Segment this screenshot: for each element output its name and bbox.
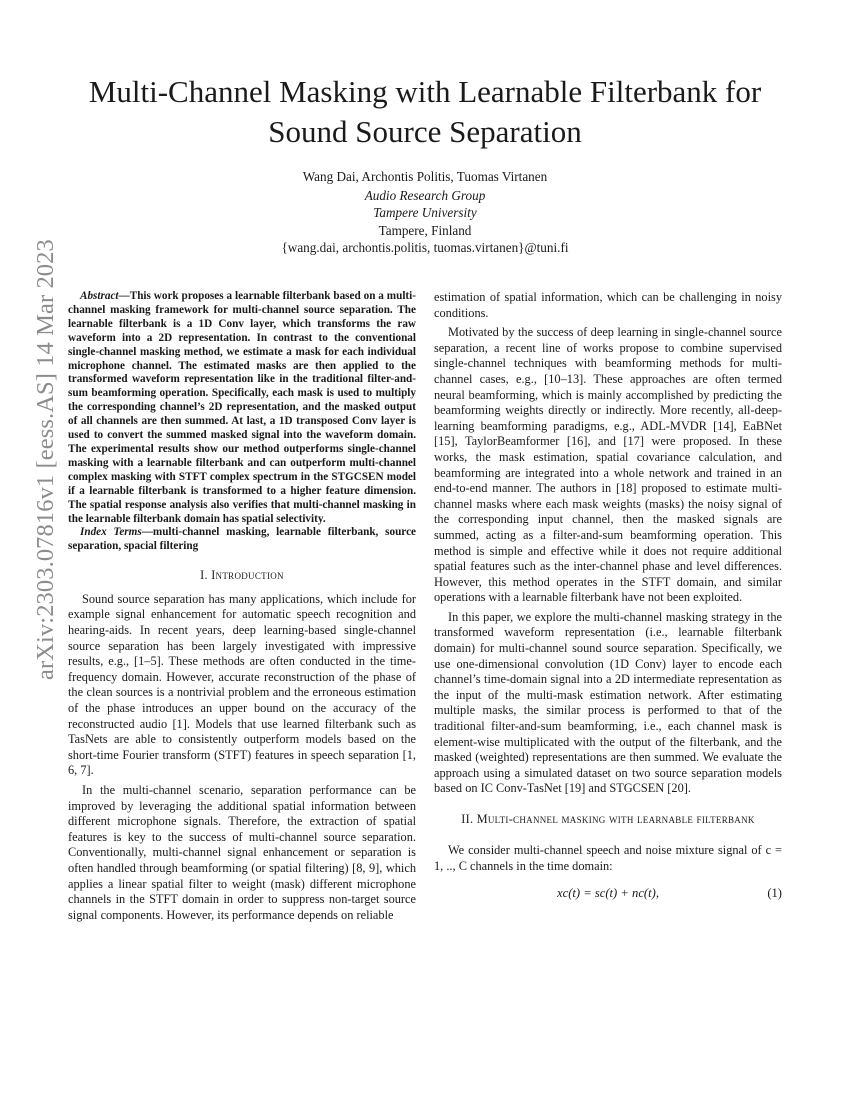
section-heading-introduction: I. Introduction <box>200 568 284 583</box>
intro-paragraph-4: In this paper, we explore the multi-channel masking strategy in the transformed waveform representation (i.e., learnable filterbank domain) for multi-channel sound source separation. Specifically, we use one-dimensional convolution (1D Conv) layer to encode each channel’s time-domain signal into a 2D intermediate representation as the input of the multi-mask estimation network. After estimating multiple masks, the similar process is performed to that of the traditional filter-and-sum beamforming, i.e., each channel mask is element-wise multiplicated with the output of the filterbank, and the masked (weighted) representations are then summed. We evaluate the approach using a simulated dataset on two source separation models based on IC Conv-TasNet [19] and STGCSEN [20]. <box>434 609 782 796</box>
index-terms <box>68 526 416 554</box>
intro-paragraph-3: Motivated by the success of deep learning in single-channel source separation, a recent line of works propose to combine supervised single-channel techniques with beamforming methods for multi-channel cases, e.g., [10–13]. These approaches are often termed neural beamforming, which is mainly accomplished by predicting the beamforming weights directly or indirectly. More recently, all-deep-learning beamforming paradigms, e.g., ADL-MVDR [14], EaBNet [15], TaylorBeamformer [16], and [17] were proposed. In these works, the mask estimation, spatial covariance calculation, and beamforming are integrated into a whole network and trained in an end-to-end manner. The authors in [18] proposed to estimate multi-channel masks where each mask weights (masks) the noisy signal of the corresponding input channel, then the masked signals are summed, acting as a filter-and-sum beamforming operation. This method is simple and effective while it does not require additional spatial features such as the inter-channel phase and level differences. However, this method operates in the STFT domain, and similar operations with a learnable filterbank have not been exploited. <box>434 325 782 605</box>
index-terms-text: —multi-channel masking, learnable filterbank, source separation, spacial filtering <box>68 526 416 553</box>
abstract-label: Abstract <box>80 290 119 302</box>
abstract <box>68 290 416 526</box>
index-terms-label: Index Terms <box>80 526 142 539</box>
equation-1 <box>434 886 782 908</box>
equation-1-body: xc(t) = sc(t) + nc(t), <box>557 886 659 901</box>
author-names: Wang Dai, Archontis Politis, Tuomas Virtanen <box>302 169 548 184</box>
section-heading-method: II. Multi-channel masking with learnable filterbank <box>461 812 755 826</box>
method-paragraph-1: We consider multi-channel speech and noise mixture signal of c = 1, .., C channels in the time domain: <box>434 843 782 873</box>
abstract-text: —This work proposes a learnable filterbank based on a multi-channel masking framework for multi-channel source separation. The learnable filterbank is a 1D Conv layer, which transforms the raw waveform into a 2D representation. In contrast to the conventional single-channel masking method, we estimate a mask for each individual microphone channel. The estimated masks are then applied to the transformed waveform representation like in the traditional filter-and-sum beamforming operation. Specifically, each mask is used to multiply the corresponding channel’s 2D representation, and the masked output of all channels are then summed. At last, a 1D transposed Conv layer is used to convert the summed masked signal into the waveform domain. The experimental results show our method outperforms single-channel masking with a learnable filterbank and can outperform multi-channel complex masking with STFT complex spectrum in the STGCSEN model if a learnable filterbank is transformed to a higher feature dimension. The spatial response analysis also verifies that multi-channel masking in the learnable filterbank domain has spatial selectivity. <box>68 290 416 525</box>
left-column <box>68 290 416 927</box>
paper-title: Multi-Channel Masking with Learnable Filterbank for Sound Source Separation <box>88 74 762 149</box>
intro-paragraph-2-continued: estimation of spatial information, which can be challenging in noisy conditions. <box>434 290 782 320</box>
arxiv-stamp <box>4 239 62 685</box>
intro-paragraph-2: In the multi-channel scenario, separation performance can be improved by leveraging the additional spatial information between different microphone signals. Therefore, the extraction of spatial features is key to the success of multi-channel source separation. Conventionally, multi-channel signal enhancement or separation is often handled through beamforming (or spatial filtering) [8, 9], which applies a linear spatial filter to weight (mask) different microphone channels in the STFT domain in order to suppress non-target source signal components. However, its performance depends on reliable <box>68 782 416 922</box>
equation-1-number: (1) <box>767 886 782 901</box>
author-university: Tampere University <box>373 205 477 220</box>
intro-paragraph-1: Sound source separation has many applications, which include for example signal enhancement for automatic speech recognition and hearing-aids. In recent years, deep learning-based single-channel source separation has been largely investigated with impressive results, e.g., [1–5]. These methods are often conducted in the time-frequency domain. However, accurate reconstruction of the phase of the clean sources is a nontrivial problem and the erroneous estimation of the phase introduces an upper bound on the accuracy of the reconstructed audio [1]. Models that use learned filterbank such as TasNets are able to consistently outperform models based on the short-time Fourier transform (STFT) features in speech separation [1, 6, 7]. <box>68 591 416 778</box>
arxiv-identifier: arXiv:2303.07816v1 [eess.AS] 14 Mar 2023 <box>32 239 59 680</box>
author-group: Audio Research Group <box>364 187 486 203</box>
author-block <box>175 168 675 257</box>
author-location: Tampere, Finland <box>378 222 472 238</box>
right-column <box>434 290 782 908</box>
author-email: {wang.dai, archontis.politis, tuomas.virtanen}@tuni.fi <box>281 240 569 255</box>
